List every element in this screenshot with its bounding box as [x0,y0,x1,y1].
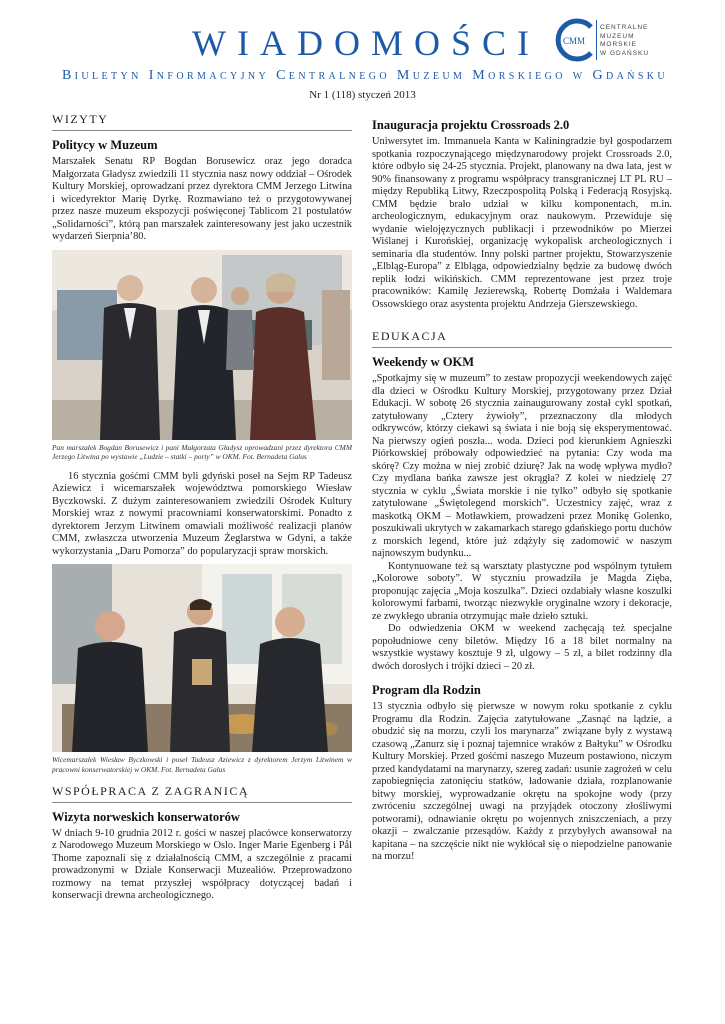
photo-conservation-lab-image [52,564,352,752]
article-heading-weekends: Weekendy w OKM [372,355,475,369]
article-heading-politicians: Politycy w Muzeum [52,138,158,152]
photo-marshal-visit [52,250,352,440]
photo-marshal-visit-image [52,250,352,440]
article-heading-crossroads: Inauguracja projektu Crossroads 2.0 [372,118,570,132]
article-paragraph: W dniach 9-10 grudnia 2012 r. gości w naszej placówce konserwatorzy z Narodowego Muzeum Morskiego w Oslo. Inger Marie Egenberg i Pål Thome zapoznali się z działalnością CMM, a szczególnie z pracami prowadzonymi w Dziale Konserwacji Muzealiów. Przeprowadzono rozmowy na temat przyszłej współpracy dotyczącej badań i konserwacji drewna archeologicznego. [52,827,352,902]
article-heading-norwegian-conservators: Wizyta norweskich konserwatorów [52,809,240,824]
section-heading-cooperation: WSPÓŁPRACA Z ZAGRANICĄ [52,784,352,803]
section-heading-visits: WIZYTY [52,112,352,131]
photo-conservation-lab [52,564,352,752]
issue-number: Nr 1 (118) styczeń 2013 [309,89,416,101]
article-paragraph: Kontynuowane też są warsztaty plastyczne pod wspólnym tytułem „Kolorowe soboty”. W styczniu prowadziła je Magda Zięba, proponując zajęcia „Moja koszulka”. Dzieci ozdabiały własne koszulki kolorowymi farbami, tworząc niezwykłe oryginalne wzory i dekoracje, ze zwykłego ubrania otrzymując małe dzieło sztuki. [372,560,672,622]
logo-divider [596,20,597,60]
article-paragraph: 13 stycznia odbyło się pierwsze w nowym roku spotkanie z cyklu Programu dla Rodzin. Zajęcia zatytułowane „Zasnąć na lądzie, a obudzić się na morzu, czyli los marynarza” związane były z wystawą czasową „Zanurz się i poznaj tajemnice wraków z Bałtyku” w Ośrodku Kultury Morskiej. Przed gośćmi naszego Muzeum postawiono, niczym przed kandydatami na marynarzy, szereg zadań: usunie zagrożeń w celu zapobiegnięcia zatonięciu statków, ładowanie działa, rozplanowanie bitwy morskiej, wyprowadzanie okrętu na spokojne wody (przy zwróceniu szczególnej uwagi na przyjądek otoczony złośliwymi potworami), odnawianie okrętu po wojennych zniszczeniach, a przy okazji – zwalczanie przesądów. Każdy z przybyłych awansował na kapitana – na szczęście nikt nie wykłócał się o niepodzielne panowanie na morzu! [372,701,672,862]
right-column [372,112,672,864]
logo-letters: CMM [563,36,586,46]
article-paragraph: „Spotkajmy się w muzeum” to zestaw propozycji weekendowych zajęć dla dzieci w Ośrodku Kultury Morskiej, przygotowany przez Dział Edukacji. W sobotę 26 stycznia zainaugurowany został cykl spotkań, zatytułowany „Cztery żywioły”, przeznaczony dla młodych odkrywców, którzy ciekawi są świata i nie boją się eksperymentować. Na pierwszy ogień poszła... woda. Dzieci pod kierunkiem Agnieszki Piórkowskiej próbowały odpowiedzieć na pytania: Czy woda ma skórę? Czy można w niej zrobić dziurę? Jak na wodę wpływa mydło? Czy mydlana bańka zawsze jest okrągła? Z kolei w niedzielę 27 stycznia w cyklu „Świata morskie i nie tylko” odbyło się spotkanie zatytułowane „Świętolegend morskich”. Uczestnicy zajęć, wraz z maskotką OKM – Motławkiem, prowadzeni przez Monikę Golenko, poszukiwali ukrytych w zakamarkach starego gdańskiego portu duchów z morskich legend, które już zdążyły się zadomowić w naszym najnowszym budynku... [372,373,672,559]
left-column [52,112,352,903]
logo-caption: CENTRALNE MUZEUM MORSKIE W GDAŃSKU [600,24,650,57]
article-paragraph: 16 stycznia gośćmi CMM byli gdyński poseł na Sejm RP Tadeusz Aziewicz i wicemarszałek województwa pomorskiego Wiesław Byczkowski. Z dużym zainteresowaniem zwiedzili Ośrodek Kultury Morskiej wraz z nowymi pracowniami konserwatorskimi. Ponadto z dyrektorem Jerzym Litwinem omawiali możliwość realizacji planów CMM, zwłaszcza utworzenia Muzeum Żeglarstwa w Gdyni, a także wykorzystania „Daru Pomorza” do popularyzacji spraw morskich. [52,470,352,557]
article-heading-family-program: Program dla Rodzin [372,683,481,697]
photo-caption: Wicemarszałek Wiesław Byczkowski i poseł Tadeusz Aziewicz z dyrektorem Jerzym Litwinem w pracowni konserwatorskiej w OKM. Fot. Bernadeta Galus [52,755,352,774]
cmm-logo-icon [555,18,595,62]
section-heading-education: EDUKACJA [372,329,672,348]
photo-caption: Pan marszałek Bogdan Borusewicz i pani Małgorzata Gładysz oprowadzani przez dyrektora CMM Jerzego Litwina po wystawie „Ludzie – statki – porty” w OKM. Fot. Bernadeta Galus [52,442,352,461]
newsletter-subtitle: Biuletyn Informacyjny Centralnego Muzeum Morskiego w Gdańsku [61,68,669,83]
article-paragraph: Uniwersytet im. Immanuela Kanta w Kaliningradzie był gospodarzem spotkania rozpoczynającego międzynarodowy projekt Crossroads 2.0, które odbyło się 24-25 stycznia. Projekt, planowany na dwa lata, jest w 90% finansowany z programu współpracy transgranicznej LT PL RU – między Republiką Litwy, Rzeczpospolitą Polską i Federacją Rosyjską. CMM będzie brało udział w kilku komponentach, m.in. archeologicznym, edukacyjnym oraz naukowym. Przewiduje się wydanie wielojęzycznych publikacji i przewodników po Mierzei Wiślanej i Kurońskiej, organizację wykopalisk archeologicznych i seminaria dla studentów. Inny polski partner projektu, Stowarzyszenie „Elbląg-Europa” z Elbląga, odpowiedzialny będzie za budowę dwóch replik łodzi wikińskich. CMM reprezentowane jest przez troje pracowników: Kamilę Jezierewską, Robertę Domżała i Waldemara Ossowskiego oraz asystenta projektu Andrzeja Gierszewskiego. [372,136,672,310]
newsletter-title: WIADOMOŚCI [192,23,540,63]
article-paragraph: Marszałek Senatu RP Bogdan Borusewicz oraz jego doradca Małgorzata Gładysz zwiedzili 11 stycznia nasz nowy oddział – Ośrodek Kultury Morskiej, oprowadzani przez dyrektora CMM Jerzego Litwina i wicedyrektor Marię Dyrkę. Rozmawiano też o przygotowywanej przez nasze muzeum ekspozycji poświęconej Tablicom 21 postulatów „Solidarności”, którą pan marszałek zainteresowany jest jako uczestnik wydarzeń Sierpnia’80. [52,156,352,242]
article-paragraph: Do odwiedzenia OKM w weekend zachęcają też specjalne popołudniowe ceny biletów. Między 16 a 18 bilet normalny na wszystkie wystawy kosztuje 9 zł, ulgowy – 5 zł, a bilet rodzinny dla dwóch dorosłych i trójki dzieci – 20 zł. [372,623,672,672]
masthead [0,0,725,115]
